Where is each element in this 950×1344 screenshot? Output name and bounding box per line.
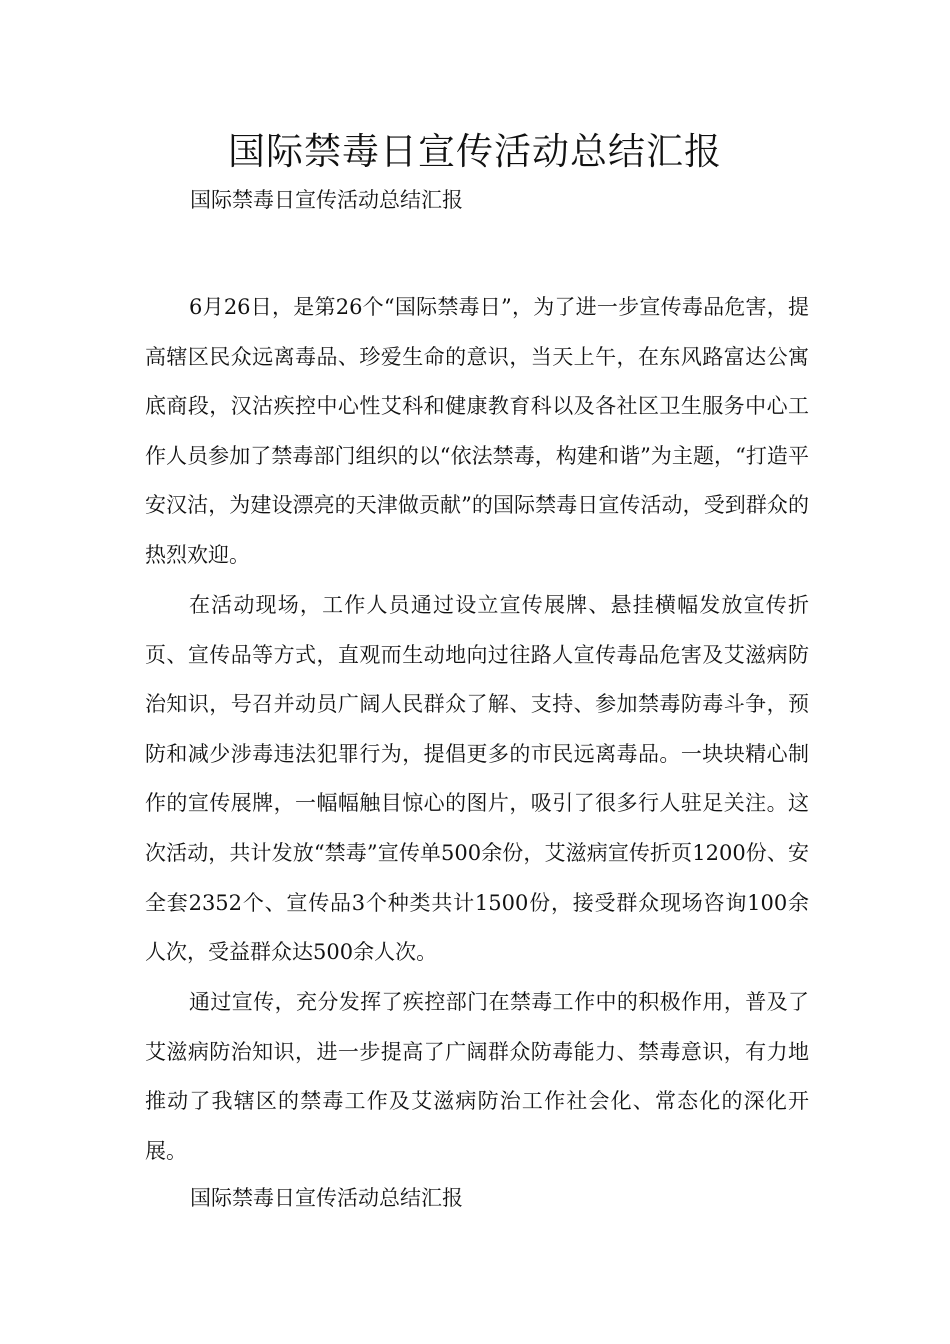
paragraph-3: 通过宣传，充分发挥了疾控部门在禁毒工作中的积极作用，普及了艾滋病防治知识，进一步提高了广阔群众防毒能力、禁毒意识，有力地推动了我辖区的禁毒工作及艾滋病防治工作社会化、常态化的深化开展。 (145, 990, 809, 1163)
paragraph-2: 在活动现场，工作人员通过设立宣传展牌、悬挂横幅发放宣传折页、宣传品等方式，直观而生动地向过往路人宣传毒品危害及艾滋病防治知识，号召并动员广阔人民群众了解、支持、参加禁毒防毒斗争，预防和减少涉毒违法犯罪行为，提倡更多的市民远离毒品。一块块精心制作的宣传展牌，一幅幅触目惊心的图片，吸引了很多行人驻足关注。这次活动，共计发放“禁毒”宣传单500余份，艾滋病宣传折页1200份、安全套2352个、宣传品3个种类共计1500份，接受群众现场咨询100余人次，受益群众达500余人次。 (145, 593, 809, 965)
paragraph-1: 6月26日，是第26个“国际禁毒日”，为了进一步宣传毒品危害，提高辖区民众远离毒品、珍爱生命的意识，当天上午，在东风路富达公寓底商段，汉沽疾控中心性艾科和健康教育科以及各社区卫生服务中心工作人员参加了禁毒部门组织的以“依法禁毒，构建和谐”为主题，“打造平安汉沽，为建设漂亮的天津做贡献”的国际禁毒日宣传活动，受到群众的热烈欢迎。 (145, 295, 809, 567)
document-footer-title: 国际禁毒日宣传活动总结汇报 (190, 1186, 463, 1210)
document-title: 国际禁毒日宣传活动总结汇报 (228, 130, 722, 173)
document-subtitle: 国际禁毒日宣传活动总结汇报 (190, 188, 463, 212)
